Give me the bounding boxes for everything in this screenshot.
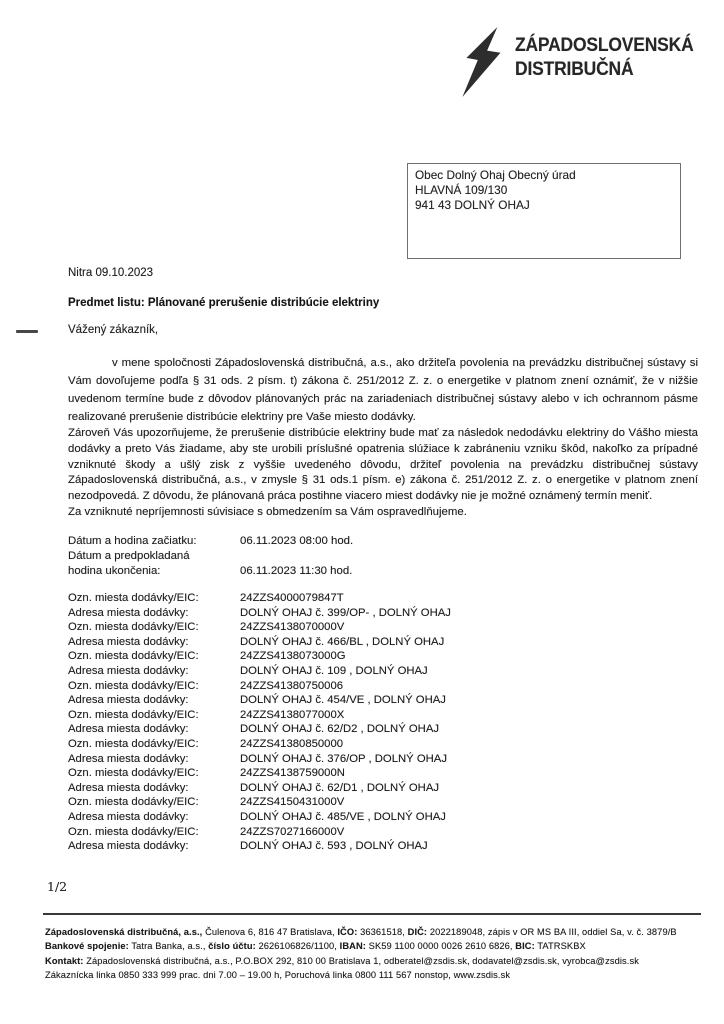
page-number: 1/2 [47,879,68,894]
table-row [68,606,668,621]
footer-account-value: 2626106826/1100, [255,941,340,952]
delivery-row-label: Ozn. miesta dodávky/EIC: [68,708,199,721]
delivery-row-value: 24ZZS4000079847T [240,592,344,604]
delivery-row-label: Ozn. miesta dodávky/EIC: [68,767,199,780]
delivery-row-label: Adresa miesta dodávky: [68,810,189,823]
delivery-row-value: DOLNÝ OHAJ č. 454/VE , DOLNÝ OHAJ [240,694,446,707]
footer-dic-label: DIČ: [407,927,428,937]
fold-mark [16,330,38,333]
delivery-row-value: 24ZZS4138759000N [240,767,345,780]
footer-bank-name: Tatra Banka, a.s., [128,941,209,952]
schedule-row [68,549,628,564]
delivery-row-value: 24ZZS41380750006 [240,679,344,692]
table-row [68,693,668,708]
table-row [68,620,668,635]
footer-contact-value: Západoslovenská distribučná, a.s., P.O.BOX 292, 810 00 Bratislava 1, odberatel@zsdis.sk, dodavatel@zsdis.sk, vyrobca@zsdis.sk [83,955,639,966]
footer-line-hotline [45,968,701,982]
schedule-label: hodina ukončenia: [68,565,161,578]
delivery-row-label: Ozn. miesta dodávky/EIC: [68,825,199,838]
paragraph-warning-block [68,426,698,521]
footer-line-company [45,925,701,939]
schedule-row [68,564,628,579]
delivery-row-label: Adresa miesta dodávky: [68,606,189,619]
logo-wordmark [515,34,694,82]
delivery-row-label: Ozn. miesta dodávky/EIC: [68,621,199,634]
footer-divider [43,913,701,915]
delivery-row-value: DOLNÝ OHAJ č. 109 , DOLNÝ OHAJ [240,664,428,677]
delivery-row-label: Adresa miesta dodávky: [68,781,189,794]
footer-iban-label: IBAN: [339,941,366,952]
company-logo [461,27,709,97]
delivery-row-value: 24ZZS4150431000V [240,796,345,809]
delivery-row-label: Adresa miesta dodávky: [68,752,189,765]
delivery-row-value: 24ZZS4138073000G [240,650,346,663]
table-row [68,766,668,781]
table-row [68,839,668,854]
table-row [68,591,668,606]
table-row [68,795,668,810]
footer-line-bank [45,939,701,953]
delivery-row-value: DOLNÝ OHAJ č. 399/OP- , DOLNÝ OHAJ [240,606,451,619]
logo-wordmark-line1: ZÁPADOSLOVENSKÁ [515,35,694,56]
delivery-row-label: Adresa miesta dodávky: [68,694,189,707]
delivery-row-label: Adresa miesta dodávky: [68,664,189,677]
table-row [68,737,668,752]
delivery-row-value: DOLNÝ OHAJ č. 62/D2 , DOLNÝ OHAJ [240,723,440,736]
delivery-row-label: Ozn. miesta dodávky/EIC: [68,650,199,663]
footer-hotline-text: Zákaznícka linka 0850 333 999 prac. dni 7.00 – 19.00 h, Poruchová linka 0800 111 567 nonstop, www.zsdis.sk [45,969,511,980]
schedule-value [240,549,628,564]
schedule-label: Dátum a predpokladaná [68,550,190,563]
table-row [68,752,668,767]
table-row [68,708,668,723]
footer-bic-value: TATRSKBX [534,941,586,952]
table-row [68,679,668,694]
delivery-row-value: 24ZZS4138070000V [240,621,345,634]
delivery-row-value: DOLNÝ OHAJ č. 485/VE , DOLNÝ OHAJ [240,810,446,823]
footer-line-contact [45,954,701,968]
delivery-row-label: Adresa miesta dodávky: [68,635,189,648]
place-date: Nitra 09.10.2023 [68,267,154,279]
table-row [68,664,668,679]
recipient-address-box [407,163,681,259]
lightning-bolt-icon [461,27,507,97]
delivery-row-value: 24ZZS7027166000V [240,825,345,838]
table-row [68,649,668,664]
delivery-row-label: Ozn. miesta dodávky/EIC: [68,679,199,692]
delivery-row-value: DOLNÝ OHAJ č. 593 , DOLNÝ OHAJ [240,840,428,853]
delivery-row-label: Ozn. miesta dodávky/EIC: [68,796,199,809]
footer-company-address: Čulenova 6, 816 47 Bratislava, [205,927,338,937]
schedule-value: 06.11.2023 08:00 hod. [240,535,354,547]
delivery-row-value: 24ZZS41380850000 [240,737,344,750]
paragraph-warning: Zároveň Vás upozorňujeme, že prerušenie distribúcie elektriny bude mať za následok nedodávku elektriny do Vášho miesta dodávky a preto Vás žiadame, aby ste urobili príslušné opatrenia slúžiace k zabráneniu vzniku škôd, nakoľko za prípadné vzniknuté škody a ušlý zisk z vyššie uvedeného dôvodu, držiteľ povolenia na prevádzku distribučnej sústavy Západoslovenská distribučná, a.s., v zmysle § 31 ods.1 písm. e) zákona č. 251/2012 Z. z. o energetike v platnom znení nezodpovedá. Z dôvodu, že plánovaná práca postihne viacero miest dodávky nie je možné oznámený termín meniť. [68,427,698,503]
salutation: Vážený zákazník, [68,324,159,336]
footer-dic-value: 2022189048, zápis v OR MS BA III, oddiel Sa, v. č. 3879/B [427,927,677,937]
delivery-row-value: DOLNÝ OHAJ č. 376/OP , DOLNÝ OHAJ [240,752,447,765]
schedule-label: Dátum a hodina začiatku: [68,535,197,547]
footer-contact-label: Kontakt: [45,955,84,966]
footer-ico-label: IČO: [337,927,358,937]
schedule-value: 06.11.2023 11:30 hod. [240,565,353,578]
footer-bank-label: Bankové spojenie: [45,941,129,952]
footer-bic-label: BIC: [515,941,535,952]
delivery-row-label: Adresa miesta dodávky: [68,840,189,853]
delivery-row-label: Adresa miesta dodávky: [68,723,189,736]
footer-iban-value: SK59 1100 0000 0026 2610 6826, [365,941,516,952]
recipient-line: Obec Dolný Ohaj Obecný úrad [415,168,576,182]
schedule-row [68,534,628,549]
footer-ico-value: 36361518, [357,927,408,937]
footer-account-label: číslo účtu: [208,941,256,952]
table-row [68,722,668,737]
table-row [68,635,668,650]
recipient-line: HLAVNÁ 109/130 [415,183,508,197]
logo-wordmark-line2: DISTRIBUČNÁ [515,59,634,80]
delivery-row-label: Ozn. miesta dodávky/EIC: [68,592,199,604]
outage-schedule [68,534,628,580]
recipient-line: 941 43 DOLNÝ OHAJ [415,198,530,212]
footer [45,925,701,982]
delivery-row-label: Ozn. miesta dodávky/EIC: [68,737,199,750]
delivery-row-value: 24ZZS4138077000X [240,708,345,721]
delivery-points-table [68,591,668,854]
delivery-row-value: DOLNÝ OHAJ č. 62/D1 , DOLNÝ OHAJ [240,781,440,794]
table-row [68,825,668,840]
subject-line: Predmet listu: Plánované prerušenie distribúcie elektriny [68,297,380,309]
table-row [68,781,668,796]
paragraph-intro: v mene spoločnosti Západoslovenská distribučná, a.s., ako držiteľa povolenia na prevádzku distribučnej sústavy si Vám dovoľujeme podľa § 31 ods. 2 písm. t) zákona č. 251/2012 Z. z. o energetike v platnom znení oznámiť, že v nižšie uvedenom termíne bude z dôvodov plánovaných prác na zariadeniach distribučnej sústavy alebo v ich ochrannom pásme realizované prerušenie distribúcie elektriny pre Vaše miesto dodávky. [68,357,698,423]
paragraph-apology: Za vzniknuté nepríjemnosti súvisiace s obmedzením sa Vám ospravedlňujeme. [68,505,467,518]
delivery-row-value: DOLNÝ OHAJ č. 466/BL , DOLNÝ OHAJ [240,635,445,648]
table-row [68,810,668,825]
footer-company-name: Západoslovenská distribučná, a.s., [45,927,206,937]
